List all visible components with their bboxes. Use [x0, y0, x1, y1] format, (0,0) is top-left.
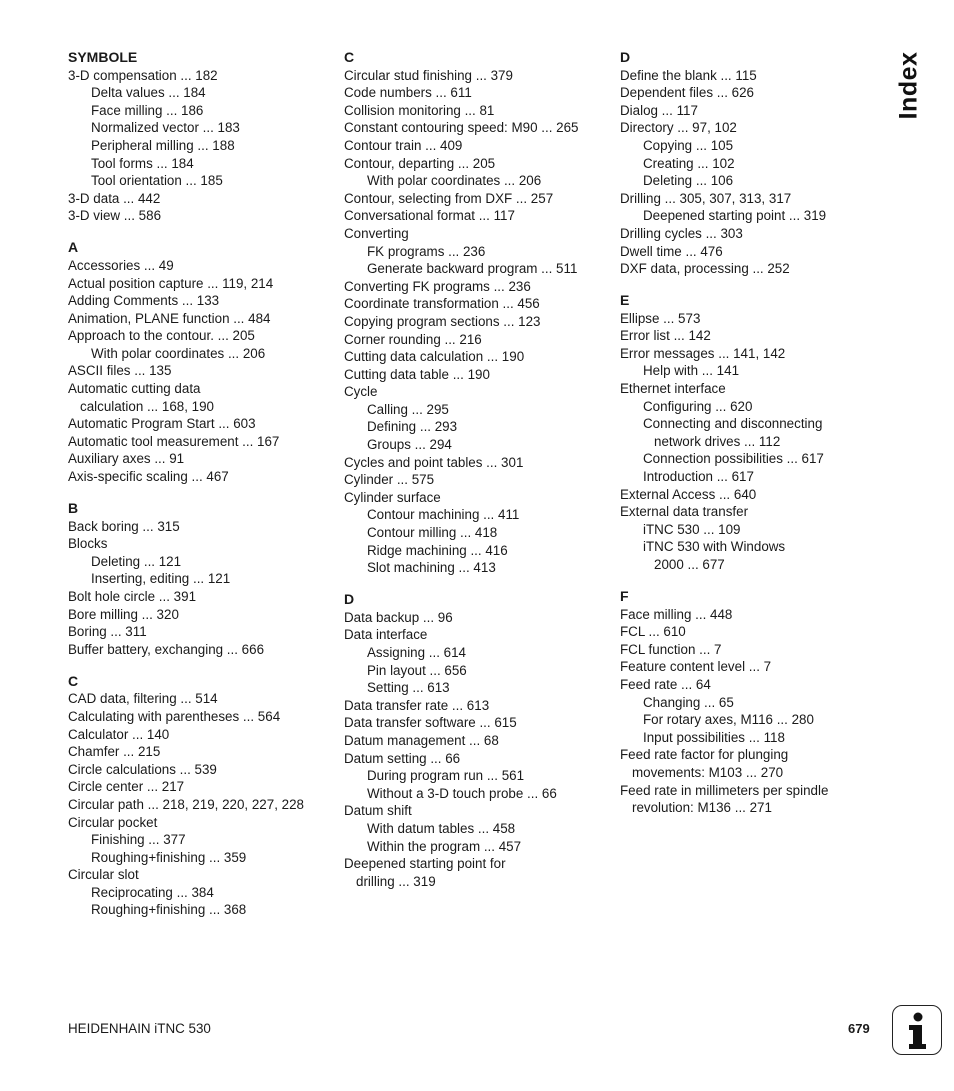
index-entry: drilling ... 319	[356, 873, 436, 889]
index-entry: Copying program sections ... 123	[344, 313, 541, 329]
index-entry: Data transfer rate ... 613	[344, 697, 490, 713]
index-entry: Pin layout ... 656	[367, 662, 467, 678]
index-entry: Groups ... 294	[367, 437, 452, 453]
index-entry: Datum management ... 68	[344, 732, 499, 748]
index-entry: Converting FK programs ... 236	[344, 278, 531, 294]
index-entry: Chamfer ... 215	[68, 744, 161, 760]
index-entry: Deleting ... 106	[643, 173, 734, 189]
index-entry: Inserting, editing ... 121	[91, 571, 231, 587]
index-entry: With polar coordinates ... 206	[91, 345, 266, 361]
index-entry: Drilling cycles ... 303	[620, 225, 743, 241]
index-entry: Face milling ... 186	[91, 102, 204, 118]
index-entry: Dialog ... 117	[620, 102, 698, 118]
index-entry: External Access ... 640	[620, 486, 757, 502]
index-entry: DXF data, processing ... 252	[620, 261, 790, 277]
index-entry: Calculator ... 140	[68, 726, 170, 742]
index-entry: Constant contouring speed: M90 ... 265	[344, 120, 579, 136]
index-entry: Peripheral milling ... 188	[91, 137, 235, 153]
side-title-text: Index	[894, 51, 923, 119]
index-entry: Coordinate transformation ... 456	[344, 296, 540, 312]
index-entry: Connecting and disconnecting	[643, 416, 823, 432]
index-entry: Reciprocating ... 384	[91, 884, 214, 900]
section-header: D	[620, 49, 631, 65]
index-entry: Buffer battery, exchanging ... 666	[68, 641, 265, 657]
index-column-2	[344, 49, 614, 905]
index-entry: Delta values ... 184	[91, 85, 206, 101]
index-section	[68, 673, 338, 919]
index-entry: Bore milling ... 320	[68, 606, 179, 622]
index-entry: Introduction ... 617	[643, 469, 754, 485]
index-entry: Generate backward program ... 511	[367, 261, 578, 277]
index-entry: Conversational format ... 117	[344, 208, 515, 224]
index-section	[620, 49, 870, 278]
footer-product-name: HEIDENHAIN iTNC 530	[68, 1021, 211, 1036]
index-entry: During program run ... 561	[367, 768, 525, 784]
index-entry: Input possibilities ... 118	[643, 729, 785, 745]
index-entry: With datum tables ... 458	[367, 820, 516, 836]
index-entry: Circular slot	[68, 867, 139, 883]
section-header: A	[68, 239, 79, 256]
page-number: 679	[848, 1021, 870, 1036]
index-entry: Feed rate in millimeters per spindle	[620, 782, 829, 798]
index-entry: Creating ... 102	[643, 155, 735, 171]
index-section	[344, 591, 614, 890]
index-section	[68, 49, 338, 225]
index-entry: Contour machining ... 411	[367, 507, 520, 523]
index-entry: With polar coordinates ... 206	[367, 173, 542, 189]
index-entry: iTNC 530 ... 109	[643, 521, 741, 537]
index-entry: Code numbers ... 611	[344, 85, 472, 101]
index-entry: External data transfer	[620, 504, 749, 520]
index-entry: Deepened starting point ... 319	[643, 208, 827, 224]
index-entry: Directory ... 97, 102	[620, 120, 737, 136]
side-title	[892, 50, 926, 120]
index-entry: Deleting ... 121	[91, 553, 182, 569]
index-entry: Approach to the contour. ... 205	[68, 328, 255, 344]
index-entry: Finishing ... 377	[91, 832, 186, 848]
index-section	[620, 588, 870, 817]
index-entry: Feed rate ... 64	[620, 676, 711, 692]
index-entry: Collision monitoring ... 81	[344, 102, 495, 118]
index-entry: Copying ... 105	[643, 137, 734, 153]
index-entry: Blocks	[68, 536, 108, 552]
index-entry: movements: M103 ... 270	[632, 764, 784, 780]
index-entry: Datum setting ... 66	[344, 750, 461, 766]
index-entry: Drilling ... 305, 307, 313, 317	[620, 190, 792, 206]
section-header: C	[344, 49, 355, 65]
index-entry: 3-D view ... 586	[68, 208, 162, 224]
section-header: F	[620, 588, 629, 604]
index-entry: network drives ... 112	[654, 433, 781, 449]
index-entry: FK programs ... 236	[367, 243, 486, 259]
index-section	[620, 292, 870, 574]
index-entry: Automatic cutting data	[68, 381, 201, 397]
index-entry: Ethernet interface	[620, 381, 726, 397]
index-entry: Axis-specific scaling ... 467	[68, 469, 229, 485]
index-entry: Contour train ... 409	[344, 137, 463, 153]
index-entry: Changing ... 65	[643, 694, 734, 710]
index-entry: Actual position capture ... 119, 214	[68, 275, 274, 291]
index-entry: Accessories ... 49	[68, 257, 174, 273]
index-entry: For rotary axes, M116 ... 280	[643, 712, 814, 728]
index-entry: Setting ... 613	[367, 680, 450, 696]
section-header: B	[68, 500, 79, 517]
index-entry: Roughing+finishing ... 359	[91, 849, 247, 865]
index-entry: Cycles and point tables ... 301	[344, 454, 524, 470]
index-section	[68, 239, 338, 485]
index-entry: Cutting data calculation ... 190	[344, 349, 525, 365]
index-entry: CAD data, filtering ... 514	[68, 691, 218, 707]
index-entry: Tool forms ... 184	[91, 155, 194, 171]
section-header: C	[68, 672, 79, 689]
index-entry: Automatic tool measurement ... 167	[68, 433, 280, 449]
section-header: SYMBOLE	[68, 49, 138, 65]
index-entry: FCL ... 610	[620, 624, 686, 640]
index-entry: Contour, departing ... 205	[344, 155, 496, 171]
index-entry: Cylinder ... 575	[344, 472, 435, 488]
index-entry: Automatic Program Start ... 603	[68, 416, 256, 432]
index-entry: Ellipse ... 573	[620, 310, 701, 326]
index-column-3	[620, 49, 870, 831]
index-entry: Face milling ... 448	[620, 606, 733, 622]
index-entry: Configuring ... 620	[643, 398, 753, 414]
index-entry: 3-D compensation ... 182	[68, 67, 218, 83]
index-entry: Adding Comments ... 133	[68, 293, 220, 309]
index-entry: Circular path ... 218, 219, 220, 227, 228	[68, 796, 304, 812]
index-entry: Error messages ... 141, 142	[620, 345, 786, 361]
index-entry: Defining ... 293	[367, 419, 458, 435]
index-entry: iTNC 530 with Windows	[643, 539, 786, 555]
index-entry: Tool orientation ... 185	[91, 173, 223, 189]
index-entry: Back boring ... 315	[68, 518, 180, 534]
index-entry: FCL function ... 7	[620, 641, 722, 657]
index-entry: 3-D data ... 442	[68, 190, 161, 206]
index-entry: Dwell time ... 476	[620, 243, 723, 259]
index-entry: Calling ... 295	[367, 401, 449, 417]
info-icon	[892, 1005, 942, 1055]
index-entry: Contour, selecting from DXF ... 257	[344, 190, 554, 206]
index-entry: Normalized vector ... 183	[91, 120, 240, 136]
index-entry: Bolt hole circle ... 391	[68, 589, 197, 604]
index-entry: Within the program ... 457	[367, 838, 522, 854]
index-entry: Ridge machining ... 416	[367, 542, 508, 558]
index-entry: revolution: M136 ... 271	[632, 800, 772, 816]
index-entry: Corner rounding ... 216	[344, 331, 482, 347]
index-entry: Slot machining ... 413	[367, 560, 496, 576]
index-entry: Datum shift	[344, 803, 412, 819]
index-entry: Connection possibilities ... 617	[643, 451, 824, 467]
index-entry: Cycle	[344, 384, 378, 400]
index-entry: Animation, PLANE function ... 484	[68, 310, 271, 326]
index-entry: Converting	[344, 225, 409, 241]
index-entry: Error list ... 142	[620, 328, 711, 344]
index-entry: ASCII files ... 135	[68, 363, 172, 379]
index-entry: Boring ... 311	[68, 624, 147, 640]
index-entry: Data backup ... 96	[344, 609, 453, 625]
index-entry: Without a 3-D touch probe ... 66	[367, 785, 557, 801]
index-entry: Circular stud finishing ... 379	[344, 67, 513, 83]
index-entry: Dependent files ... 626	[620, 85, 754, 101]
index-entry: Auxiliary axes ... 91	[68, 451, 185, 467]
index-section	[68, 500, 338, 658]
section-header: D	[344, 591, 355, 608]
index-entry: Cutting data table ... 190	[344, 366, 490, 382]
index-entry: Circle calculations ... 539	[68, 761, 217, 777]
index-entry: Circle center ... 217	[68, 779, 185, 795]
index-entry: Help with ... 141	[643, 363, 740, 379]
index-entry: Roughing+finishing ... 368	[91, 902, 247, 918]
index-entry: Feed rate factor for plunging	[620, 747, 789, 763]
index-entry: Assigning ... 614	[367, 644, 467, 660]
index-column-1	[68, 49, 338, 933]
index-entry: 2000 ... 677	[654, 557, 725, 573]
section-header: E	[620, 292, 630, 309]
index-entry: Define the blank ... 115	[620, 67, 757, 83]
index-section	[344, 49, 614, 577]
index-entry: Contour milling ... 418	[367, 525, 498, 541]
index-entry: Feature content level ... 7	[620, 659, 772, 675]
index-entry: calculation ... 168, 190	[80, 398, 214, 414]
index-entry: Cylinder surface	[344, 489, 441, 505]
index-entry: Deepened starting point for	[344, 856, 506, 872]
index-entry: Data transfer software ... 615	[344, 715, 517, 731]
index-entry: Calculating with parentheses ... 564	[68, 708, 281, 724]
index-entry: Circular pocket	[68, 814, 158, 830]
index-entry: Data interface	[344, 627, 428, 643]
